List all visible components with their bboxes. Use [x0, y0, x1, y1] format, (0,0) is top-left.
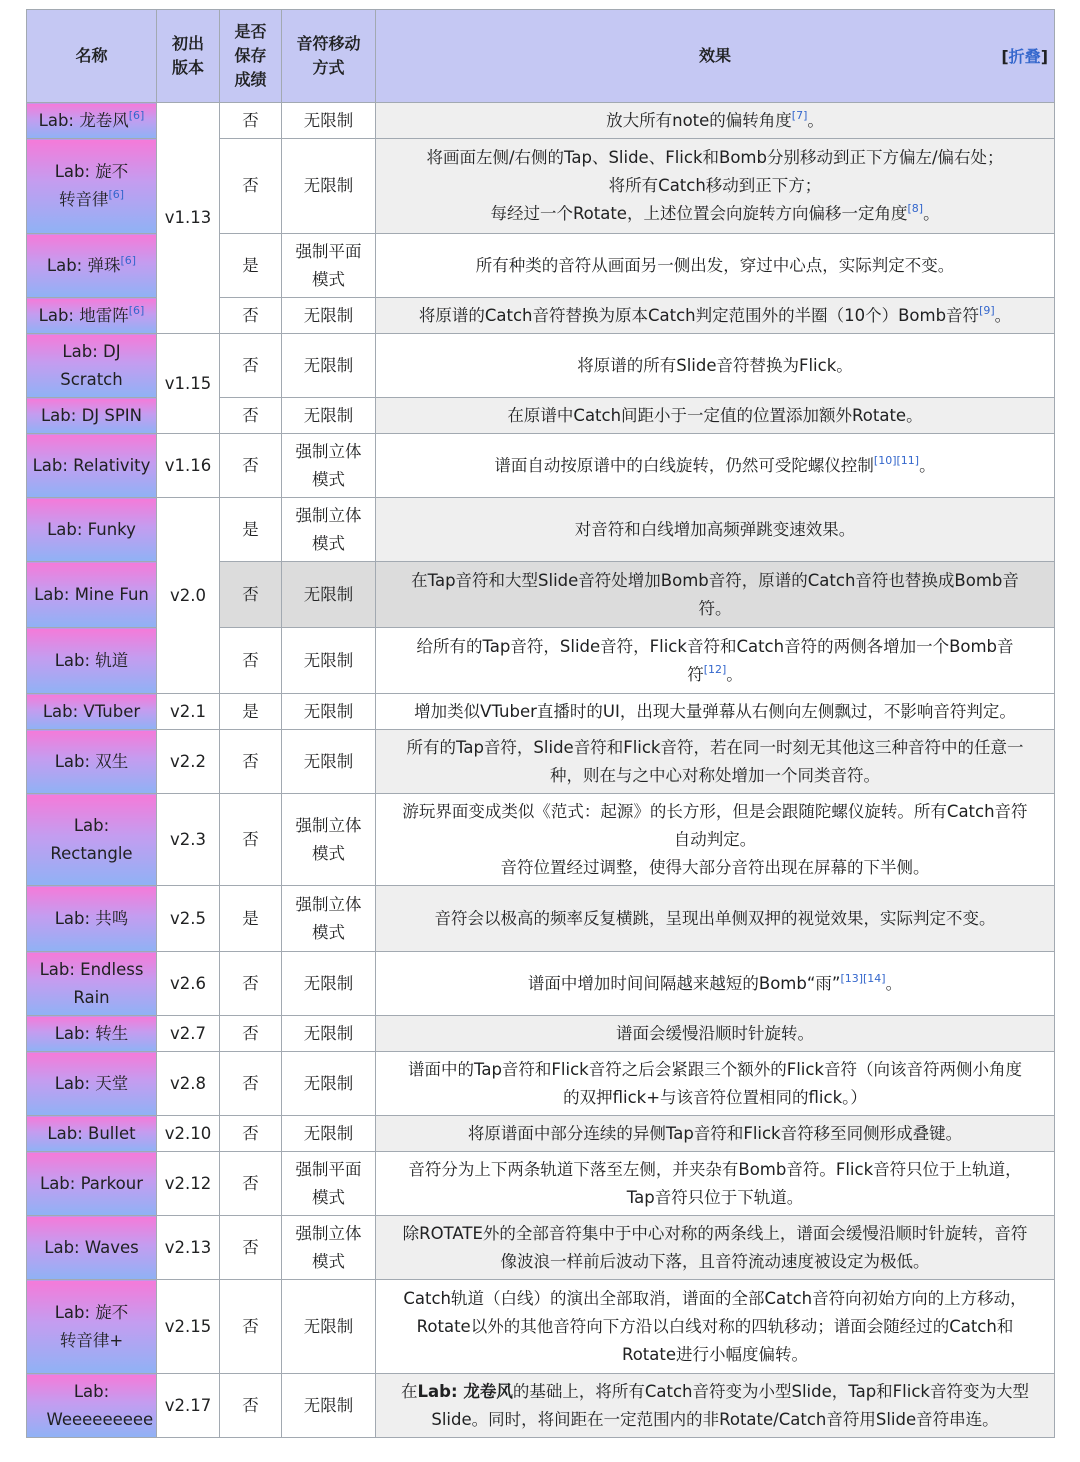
effect-text: 符 — [687, 664, 704, 684]
save-score-cell: 否 — [220, 1280, 282, 1374]
effect-line — [380, 452, 1050, 480]
mod-name-cell — [27, 730, 157, 794]
move-mode-cell — [282, 794, 376, 886]
move-mode-cell — [282, 434, 376, 498]
mod-name-cell — [27, 334, 157, 398]
move-mode: 无限制 — [303, 1073, 354, 1093]
effect-end: 。 — [919, 455, 936, 475]
header-name: 名称 — [27, 10, 157, 103]
header-move: 音符移动方式 — [282, 10, 376, 103]
move-mode: 无限制 — [303, 1316, 354, 1336]
effect-text: 音符位置经过调整，使得大部分音符出现在屏幕的下半侧。 — [500, 857, 930, 877]
effect-line — [380, 1084, 1050, 1112]
effect-cell — [376, 1016, 1055, 1052]
mod-name[interactable]: Lab: Mine Fun — [34, 584, 149, 604]
save-score-cell: 否 — [220, 952, 282, 1016]
effect-text: 每经过一个Rotate，上述位置会向旋转方向偏移一定角度 — [490, 204, 908, 223]
table-header-row — [27, 10, 1055, 103]
effect-line — [380, 1378, 1050, 1406]
save-score-cell: 否 — [220, 103, 282, 139]
move-mode: 无限制 — [303, 1123, 354, 1143]
table-row — [27, 1116, 1055, 1152]
lab-mods-table — [26, 9, 1055, 1438]
mod-name-cell — [27, 886, 157, 952]
mod-name-cell — [27, 794, 157, 886]
effect-cell — [376, 562, 1055, 628]
effect-text: 谱面中的Tap音符和Flick音符之后会紧跟三个额外的Flick音符（向该音符两侧小角度 — [407, 1059, 1022, 1079]
effect-cell — [376, 398, 1055, 434]
effect-bold-ref: Lab: 龙卷风 — [417, 1381, 513, 1401]
header-effect — [376, 10, 1055, 103]
effect-line — [380, 200, 1050, 228]
save-score-cell: 否 — [220, 1152, 282, 1216]
effect-line — [380, 1156, 1050, 1184]
effect-line — [380, 762, 1050, 790]
mod-name-cell — [27, 1052, 157, 1116]
effect-text: 除ROTATE外的全部音符集中于中心对称的两条线上，谱面会缓慢沿顺时针旋转，音符 — [402, 1223, 1028, 1243]
move-mode-cell — [282, 498, 376, 562]
version-cell: v2.15 — [157, 1280, 220, 1374]
header-version: 初出版本 — [157, 10, 220, 103]
effect-text: 谱面中增加时间间隔越来越短的Bomb“雨” — [527, 973, 841, 993]
move-mode-cell — [282, 1152, 376, 1216]
save-score-cell: 否 — [220, 562, 282, 628]
effect-text: 自动判定。 — [673, 829, 757, 849]
mod-name[interactable]: Lab: 轨道 — [54, 650, 129, 670]
header-save: 是否保存成绩 — [220, 10, 282, 103]
mod-name-cell — [27, 1216, 157, 1280]
effect-cell — [376, 234, 1055, 298]
move-mode-cell — [282, 1016, 376, 1052]
mod-name[interactable]: Lab: Rectangle — [50, 815, 133, 863]
version-cell: v2.1 — [157, 694, 220, 730]
effect-text: 所有种类的音符从画面另一侧出发，穿过中心点，实际判定不变。 — [475, 255, 955, 275]
effect-line — [380, 107, 1050, 135]
mod-name-cell — [27, 952, 157, 1016]
effect-line — [380, 661, 1050, 689]
effect-line — [380, 826, 1050, 854]
mod-name[interactable]: Lab: Parkour — [40, 1173, 143, 1193]
effect-cell — [376, 434, 1055, 498]
table-row — [27, 103, 1055, 139]
effect-cell — [376, 1052, 1055, 1116]
move-mode-cell — [282, 1374, 376, 1438]
reference-link[interactable]: [12] — [703, 662, 727, 676]
effect-cell — [376, 694, 1055, 730]
effect-text: 种，则在与之中心对称处增加一个同类音符。 — [550, 765, 880, 785]
effect-line — [380, 1120, 1050, 1148]
reference-link[interactable]: [9] — [979, 303, 995, 317]
effect-end: 。 — [807, 110, 824, 130]
mod-name-cell — [27, 1374, 157, 1438]
effect-text: Tap音符只位于下轨道。 — [626, 1187, 804, 1207]
move-mode-cell — [282, 952, 376, 1016]
table-row — [27, 1052, 1055, 1116]
move-mode-cell — [282, 694, 376, 730]
move-mode-cell — [282, 298, 376, 334]
version-cell: v2.13 — [157, 1216, 220, 1280]
effect-line — [380, 698, 1050, 726]
effect-text: 所有的Tap音符，Slide音符和Flick音符，若在同一时刻无其他这三种音符中的任意一 — [406, 737, 1024, 757]
move-mode: 无限制 — [303, 405, 354, 425]
mod-name[interactable]: Lab: DJ SPIN — [40, 405, 143, 425]
move-mode-cell — [282, 1052, 376, 1116]
effect-text: 将所有Catch移动到正下方； — [608, 176, 822, 195]
mod-name[interactable]: Lab: DJ Scratch — [60, 341, 123, 389]
effect-line — [380, 1248, 1050, 1276]
mod-name[interactable]: Lab: 旋不转音律+ — [54, 1302, 129, 1350]
effect-cell — [376, 498, 1055, 562]
effect-cell — [376, 103, 1055, 139]
move-mode-cell — [282, 1280, 376, 1374]
effect-text: 的基础上，将所有Catch音符变为小型Slide，Tap和Flick音符变为大型 — [512, 1381, 1029, 1401]
effect-line — [380, 633, 1050, 661]
table-row — [27, 1216, 1055, 1280]
effect-line — [380, 252, 1050, 280]
effect-line — [380, 905, 1050, 933]
mod-name[interactable]: Lab: Funky — [47, 519, 136, 539]
table-row — [27, 334, 1055, 398]
mod-name[interactable]: Lab: 共鸣 — [54, 908, 129, 928]
mod-name-cell — [27, 628, 157, 694]
table-row — [27, 1280, 1055, 1374]
effect-text: 的双押flick+与该音符位置相同的flick。） — [563, 1087, 867, 1107]
table-row — [27, 1016, 1055, 1052]
mod-name[interactable]: Lab: Waves — [44, 1237, 139, 1257]
effect-end: 。 — [923, 204, 940, 223]
reference-link[interactable]: [10][11] — [873, 453, 920, 467]
move-mode: 无限制 — [303, 701, 354, 721]
table-row — [27, 434, 1055, 498]
version-cell: v2.17 — [157, 1374, 220, 1438]
version-cell: v2.12 — [157, 1152, 220, 1216]
mod-name-cell — [27, 1116, 157, 1152]
mod-name-cell — [27, 398, 157, 434]
move-mode-cell — [282, 139, 376, 234]
move-mode-cell — [282, 562, 376, 628]
mod-name-cell — [27, 234, 157, 298]
table-row — [27, 1374, 1055, 1438]
move-mode: 无限制 — [303, 110, 354, 130]
move-mode: 强制立体模式 — [295, 815, 362, 863]
move-mode-cell — [282, 398, 376, 434]
table-body — [27, 103, 1055, 1438]
move-mode-cell — [282, 334, 376, 398]
effect-cell — [376, 952, 1055, 1016]
effect-line — [380, 402, 1050, 430]
reference-link[interactable]: [6] — [128, 108, 145, 122]
version-cell: v2.10 — [157, 1116, 220, 1152]
table-row — [27, 886, 1055, 952]
move-mode: 无限制 — [303, 176, 354, 195]
effect-text: Catch轨道（白线）的演出全部取消，谱面的全部Catch音符向初始方向的上方移动， — [403, 1288, 1027, 1308]
save-score-cell: 是 — [220, 886, 282, 952]
effect-text: 对音符和白线增加高频弹跳变速效果。 — [574, 519, 856, 539]
effect-line — [380, 144, 1050, 172]
fold-link[interactable]: 折叠 — [1008, 47, 1041, 66]
reference-link[interactable]: [6] — [108, 188, 125, 201]
reference-link[interactable]: [6] — [120, 253, 137, 267]
mod-name-cell — [27, 298, 157, 334]
effect-cell — [376, 1116, 1055, 1152]
mod-name[interactable]: Lab: 双生 — [54, 751, 129, 771]
effect-line — [380, 352, 1050, 380]
effect-line — [380, 1020, 1050, 1048]
version-cell: v2.2 — [157, 730, 220, 794]
effect-cell — [376, 139, 1055, 234]
save-score-cell: 否 — [220, 794, 282, 886]
move-mode: 强制平面模式 — [295, 241, 362, 289]
effect-text: 音符分为上下两条轨道下落至左侧，并夹杂有Bomb音符。Flick音符只位于上轨道， — [408, 1159, 1022, 1179]
mod-name[interactable]: Lab: 地雷阵 — [38, 305, 129, 325]
move-mode: 无限制 — [303, 751, 354, 771]
save-score-cell: 否 — [220, 1116, 282, 1152]
effect-cell — [376, 334, 1055, 398]
move-mode: 强制立体模式 — [295, 505, 362, 553]
effect-cell — [376, 1280, 1055, 1374]
fold-toggle[interactable]: [折叠] — [1001, 47, 1048, 66]
effect-cell — [376, 1374, 1055, 1438]
reference-link[interactable]: [7] — [791, 108, 808, 122]
effect-line — [380, 172, 1050, 200]
save-score-cell: 否 — [220, 1216, 282, 1280]
save-score-cell: 否 — [220, 1374, 282, 1438]
reference-link[interactable]: [13][14] — [840, 971, 886, 985]
mod-name-cell — [27, 1152, 157, 1216]
effect-prefix: 在 — [401, 1381, 418, 1401]
move-mode-cell — [282, 886, 376, 952]
lab-mods-table-container — [26, 9, 1055, 1438]
effect-line — [380, 567, 1050, 595]
mod-name[interactable]: Lab: Weeeeeeeee — [46, 1381, 154, 1429]
save-score-cell: 是 — [220, 498, 282, 562]
version-cell: v2.7 — [157, 1016, 220, 1052]
effect-text: 将原谱面中部分连续的异侧Tap音符和Flick音符移至同侧形成叠键。 — [467, 1123, 963, 1143]
effect-line — [380, 970, 1050, 998]
save-score-cell: 否 — [220, 398, 282, 434]
move-mode: 强制立体模式 — [295, 894, 362, 942]
mod-name[interactable]: Lab: 旋不转音律 — [54, 162, 129, 209]
version-cell: v2.3 — [157, 794, 220, 886]
reference-link[interactable]: [6] — [128, 303, 145, 317]
save-score-cell: 是 — [220, 234, 282, 298]
effect-cell — [376, 628, 1055, 694]
effect-text: 将原谱的所有Slide音符替换为Flick。 — [577, 355, 853, 375]
mod-name-cell — [27, 562, 157, 628]
effect-line — [380, 1220, 1050, 1248]
move-mode-cell — [282, 103, 376, 139]
save-score-cell: 否 — [220, 730, 282, 794]
move-mode-cell — [282, 730, 376, 794]
move-mode: 无限制 — [303, 305, 354, 325]
effect-line — [380, 1406, 1050, 1434]
effect-text: 将原谱的Catch音符替换为原本Catch判定范围外的半圈（10个）Bomb音符 — [418, 305, 980, 325]
move-mode: 无限制 — [303, 650, 354, 670]
effect-text: 给所有的Tap音符，Slide音符，Flick音符和Catch音符的两侧各增加一个Bomb音 — [416, 636, 1014, 656]
version-cell: v2.5 — [157, 886, 220, 952]
effect-cell — [376, 794, 1055, 886]
mod-name[interactable]: Lab: 转生 — [54, 1023, 129, 1043]
mod-name[interactable]: Lab: Bullet — [47, 1123, 136, 1143]
save-score-cell: 否 — [220, 434, 282, 498]
effect-cell — [376, 298, 1055, 334]
move-mode: 无限制 — [303, 355, 354, 375]
table-row — [27, 794, 1055, 886]
effect-text: 放大所有note的偏转角度 — [606, 110, 792, 130]
effect-line — [380, 1341, 1050, 1369]
version-cell: v1.16 — [157, 434, 220, 498]
move-mode: 无限制 — [303, 1023, 354, 1043]
mod-name[interactable]: Lab: VTuber — [42, 701, 141, 721]
effect-line — [380, 1056, 1050, 1084]
effect-text: 在原谱中Catch间距小于一定值的位置添加额外Rotate。 — [507, 405, 923, 425]
save-score-cell: 否 — [220, 334, 282, 398]
mod-name[interactable]: Lab: 弹珠 — [46, 255, 121, 275]
effect-cell — [376, 886, 1055, 952]
move-mode-cell — [282, 1216, 376, 1280]
move-mode: 无限制 — [303, 584, 354, 604]
table-row — [27, 498, 1055, 562]
save-score-cell: 否 — [220, 628, 282, 694]
effect-line — [380, 798, 1050, 826]
move-mode-cell — [282, 234, 376, 298]
effect-text: 谱面自动按原谱中的白线旋转，仍然可受陀螺仪控制 — [494, 455, 874, 475]
effect-text: 像波浪一样前后波动下落，且音符流动速度被设定为极低。 — [500, 1251, 930, 1271]
header-effect-label: 效果 — [698, 46, 731, 65]
save-score-cell: 否 — [220, 1016, 282, 1052]
move-mode-cell — [282, 1116, 376, 1152]
mod-name-cell — [27, 434, 157, 498]
effect-line — [380, 854, 1050, 882]
effect-text: 音符会以极高的频率反复横跳，呈现出单侧双押的视觉效果，实际判定不变。 — [434, 908, 996, 928]
effect-text: 游玩界面变成类似《范式：起源》的长方形，但是会跟随陀螺仪旋转。所有Catch音符 — [402, 801, 1028, 821]
move-mode-cell — [282, 628, 376, 694]
effect-cell — [376, 1152, 1055, 1216]
effect-line — [380, 595, 1050, 623]
version-cell: v2.8 — [157, 1052, 220, 1116]
mod-name-cell — [27, 694, 157, 730]
effect-text: 符。 — [698, 598, 732, 618]
mod-name-cell — [27, 139, 157, 234]
effect-line — [380, 302, 1050, 330]
effect-text: Rotate进行小幅度偏转。 — [621, 1344, 809, 1364]
table-row — [27, 730, 1055, 794]
effect-cell — [376, 1216, 1055, 1280]
effect-text: 将画面左侧/右侧的Tap、Slide、Flick和Bomb分别移动到正下方偏左/偏右处； — [426, 148, 1004, 167]
effect-text: 谱面会缓慢沿顺时针旋转。 — [616, 1023, 814, 1043]
move-mode: 强制平面模式 — [295, 1159, 362, 1207]
move-mode: 强制立体模式 — [295, 441, 362, 489]
effect-end: 。 — [885, 973, 903, 993]
move-mode: 强制立体模式 — [295, 1223, 362, 1271]
mod-name-cell — [27, 498, 157, 562]
effect-line — [380, 1313, 1050, 1341]
effect-line — [380, 1184, 1050, 1212]
mod-name[interactable]: Lab: 龙卷风 — [38, 110, 129, 130]
mod-name[interactable]: Lab: Relativity — [32, 455, 151, 475]
effect-text: 在Tap音符和大型Slide音符处增加Bomb音符，原谱的Catch音符也替换成Bomb音 — [411, 570, 1019, 590]
move-mode: 无限制 — [303, 973, 354, 993]
effect-line — [380, 516, 1050, 544]
table-row — [27, 952, 1055, 1016]
reference-link[interactable]: [8] — [907, 202, 924, 215]
save-score-cell: 否 — [220, 139, 282, 234]
table-row — [27, 1152, 1055, 1216]
mod-name-cell — [27, 1280, 157, 1374]
version-cell: v2.0 — [157, 498, 220, 694]
effect-line — [380, 1285, 1050, 1313]
save-score-cell: 否 — [220, 298, 282, 334]
mod-name-cell — [27, 1016, 157, 1052]
save-score-cell: 否 — [220, 1052, 282, 1116]
move-mode: 无限制 — [303, 1395, 354, 1415]
effect-cell — [376, 730, 1055, 794]
version-cell: v1.15 — [157, 334, 220, 434]
save-score-cell: 是 — [220, 694, 282, 730]
mod-name[interactable]: Lab: Endless Rain — [39, 959, 144, 1007]
effect-text: 增加类似VTuber直播时的UI，出现大量弹幕从右侧向左侧飘过，不影响音符判定。 — [414, 701, 1016, 721]
mod-name[interactable]: Lab: 天堂 — [54, 1073, 129, 1093]
version-cell: v1.13 — [157, 103, 220, 334]
effect-end: 。 — [994, 305, 1012, 325]
effect-line — [380, 734, 1050, 762]
effect-end: 。 — [726, 664, 743, 684]
effect-text: Slide。同时，将间距在一定范围内的非Rotate/Catch音符用Slide音符串连。 — [431, 1409, 999, 1429]
table-row — [27, 694, 1055, 730]
mod-name-cell — [27, 103, 157, 139]
effect-text: Rotate以外的其他音符向下方沿以白线对称的四轨移动；谱面会随经过的Catch和 — [416, 1316, 1014, 1336]
version-cell: v2.6 — [157, 952, 220, 1016]
